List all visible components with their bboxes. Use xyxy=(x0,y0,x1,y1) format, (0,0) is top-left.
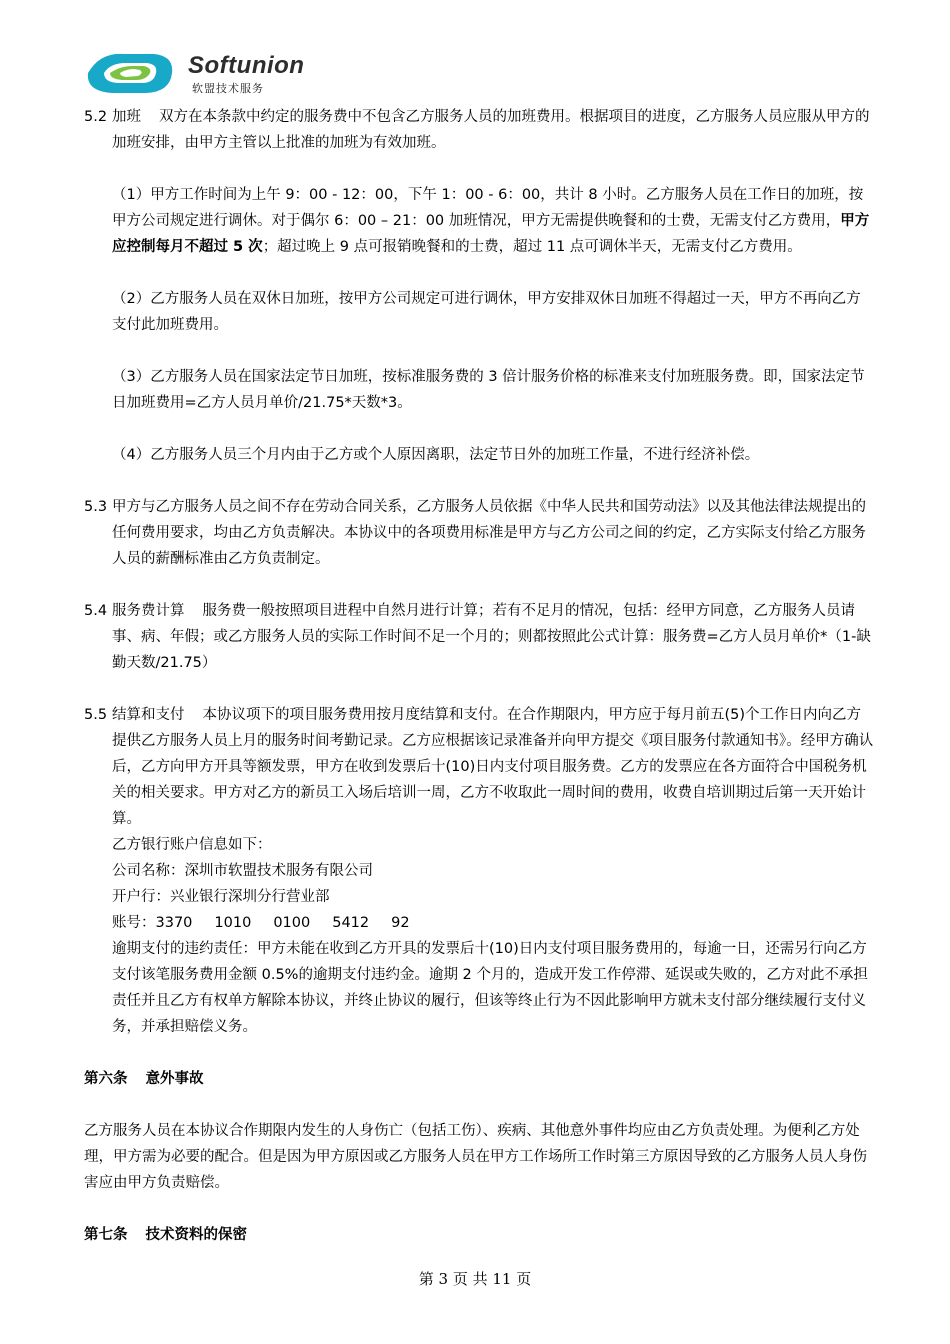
clause-5-4 xyxy=(84,598,874,676)
bank-account-number: 账号：3370 1010 0100 5412 92 xyxy=(112,915,410,931)
overtime-limit-emphasis: 甲方应控制每月不超过 5 次 xyxy=(112,213,870,255)
document-body xyxy=(84,104,874,1248)
clause-text: 双方在本条款中约定的服务费中不包含乙方服务人员的加班费用。根据项目的进度，乙方服务人员应服从甲方的加班安排，由甲方主管以上批准的加班为有效加班。 xyxy=(112,109,870,151)
page-footer: 第 3 页 共 11 页 xyxy=(418,1270,532,1288)
clause-5-3 xyxy=(84,494,874,572)
overtime-item-2: （2）乙方服务人员在双休日加班，按甲方公司规定可进行调休，甲方安排双休日加班不得超过一天，甲方不再向乙方支付此加班费用。 xyxy=(112,291,861,333)
article-6-text: 乙方服务人员在本协议合作期限内发生的人身伤亡（包括工伤）、疾病、其他意外事件均应由乙方负责处理。为便利乙方处理，甲方需为必要的配合。但是因为甲方原因或乙方服务人员在甲方工作场所工作时第三方原因导致的乙方服务人员人身伤害应由甲方负责赔偿。 xyxy=(84,1123,867,1191)
logo-subtitle: 软盟技术服务 xyxy=(192,82,264,95)
bank-company-name: 公司名称：深圳市软盟技术服务有限公司 xyxy=(112,863,373,879)
article-7-heading: 第七条 技术资料的保密 xyxy=(84,1227,247,1243)
clause-text: 本协议项下的项目服务费用按月度结算和支付。在合作期限内，甲方应于每月前五(5)个工作日内向乙方提供乙方服务人员上月的服务时间考勤记录。乙方应根据该记录准备并向甲方提交《项目服务付款通知书》。经甲方确认后，乙方向甲方开具等额发票，甲方在收到发票后十(10)日内支付项目服务费。乙方的发票应在各方面符合中国税务机关的相关要求。甲方对乙方的新员工入场后培训一周，乙方不收取此一周时间的费用，收费自培训期过后第一天开始计算。 xyxy=(112,707,874,827)
clause-text: 甲方与乙方服务人员之间不存在劳动合同关系，乙方服务人员依据《中华人民共和国劳动法》以及其他法律法规提出的任何费用要求，均由乙方负责解决。本协议中的各项费用标准是甲方与乙方公司之间的约定，乙方实际支付给乙方服务人员的薪酬标准由乙方负责制定。 xyxy=(112,499,866,567)
article-6-heading: 第六条 意外事故 xyxy=(84,1071,204,1087)
bank-branch: 开户行：兴业银行深圳分行营业部 xyxy=(112,889,330,905)
overtime-item-1: （1）甲方工作时间为上午 9：00 - 12：00，下午 1：00 - 6：00，共计 8 小时。乙方服务人员在工作日的加班，按甲方公司规定进行调休。对于偶尔 6：00 – 21：00 加班情况，甲方无需提供晚餐和的士费，无需支付乙方费用，甲方应控制每月不超过 5 次；超过晚上 9 点可报销晚餐和的士费，超过 11 点可调休半天，无需支付乙方费用。 xyxy=(112,187,870,255)
clause-number: 5.2 xyxy=(84,109,108,125)
clause-title: 加班 xyxy=(112,109,141,125)
clause-title: 结算和支付 xyxy=(112,707,185,723)
clause-title: 服务费计算 xyxy=(112,603,185,619)
clause-number: 5.3 xyxy=(84,499,108,515)
late-payment-clause: 逾期支付的违约责任：甲方未能在收到乙方开具的发票后十(10)日内支付项目服务费用的，每逾一日，还需另行向乙方支付该笔服务费用金额 0.5%的逾期支付违约金。逾期 2 个月的，造成开发工作停滞、延误或失败的，乙方对此不承担责任并且乙方有权单方解除本协议，并终止协议的履行，但该等终止行为不因此影响甲方就未支付部分继续履行支付义务，并承担赔偿义务。 xyxy=(112,941,868,1035)
overtime-item-3: （3）乙方服务人员在国家法定节日加班，按标准服务费的 3 倍计服务价格的标准来支付加班服务费。即，国家法定节日加班费用=乙方人员月单价/21.75*天数*3。 xyxy=(112,369,865,411)
clause-5-2 xyxy=(84,104,874,156)
company-logo xyxy=(80,46,344,100)
clause-number: 5.5 xyxy=(84,707,108,723)
clause-number: 5.4 xyxy=(84,603,108,619)
overtime-item-4: （4）乙方服务人员三个月内由于乙方或个人原因离职，法定节日外的加班工作量，不进行经济补偿。 xyxy=(112,447,760,463)
clause-text: 服务费一般按照项目进程中自然月进行计算；若有不足月的情况，包括：经甲方同意，乙方服务人员请事、病、年假；或乙方服务人员的实际工作时间不足一个月的；则都按照此公式计算：服务费=乙方人员月单价*（1-缺勤天数/21.75） xyxy=(112,603,871,671)
logo-brand-name: Softunion xyxy=(188,52,305,79)
softunion-logo-icon xyxy=(80,46,180,100)
bank-intro: 乙方银行账户信息如下： xyxy=(112,837,272,853)
clause-5-5 xyxy=(84,702,874,1040)
